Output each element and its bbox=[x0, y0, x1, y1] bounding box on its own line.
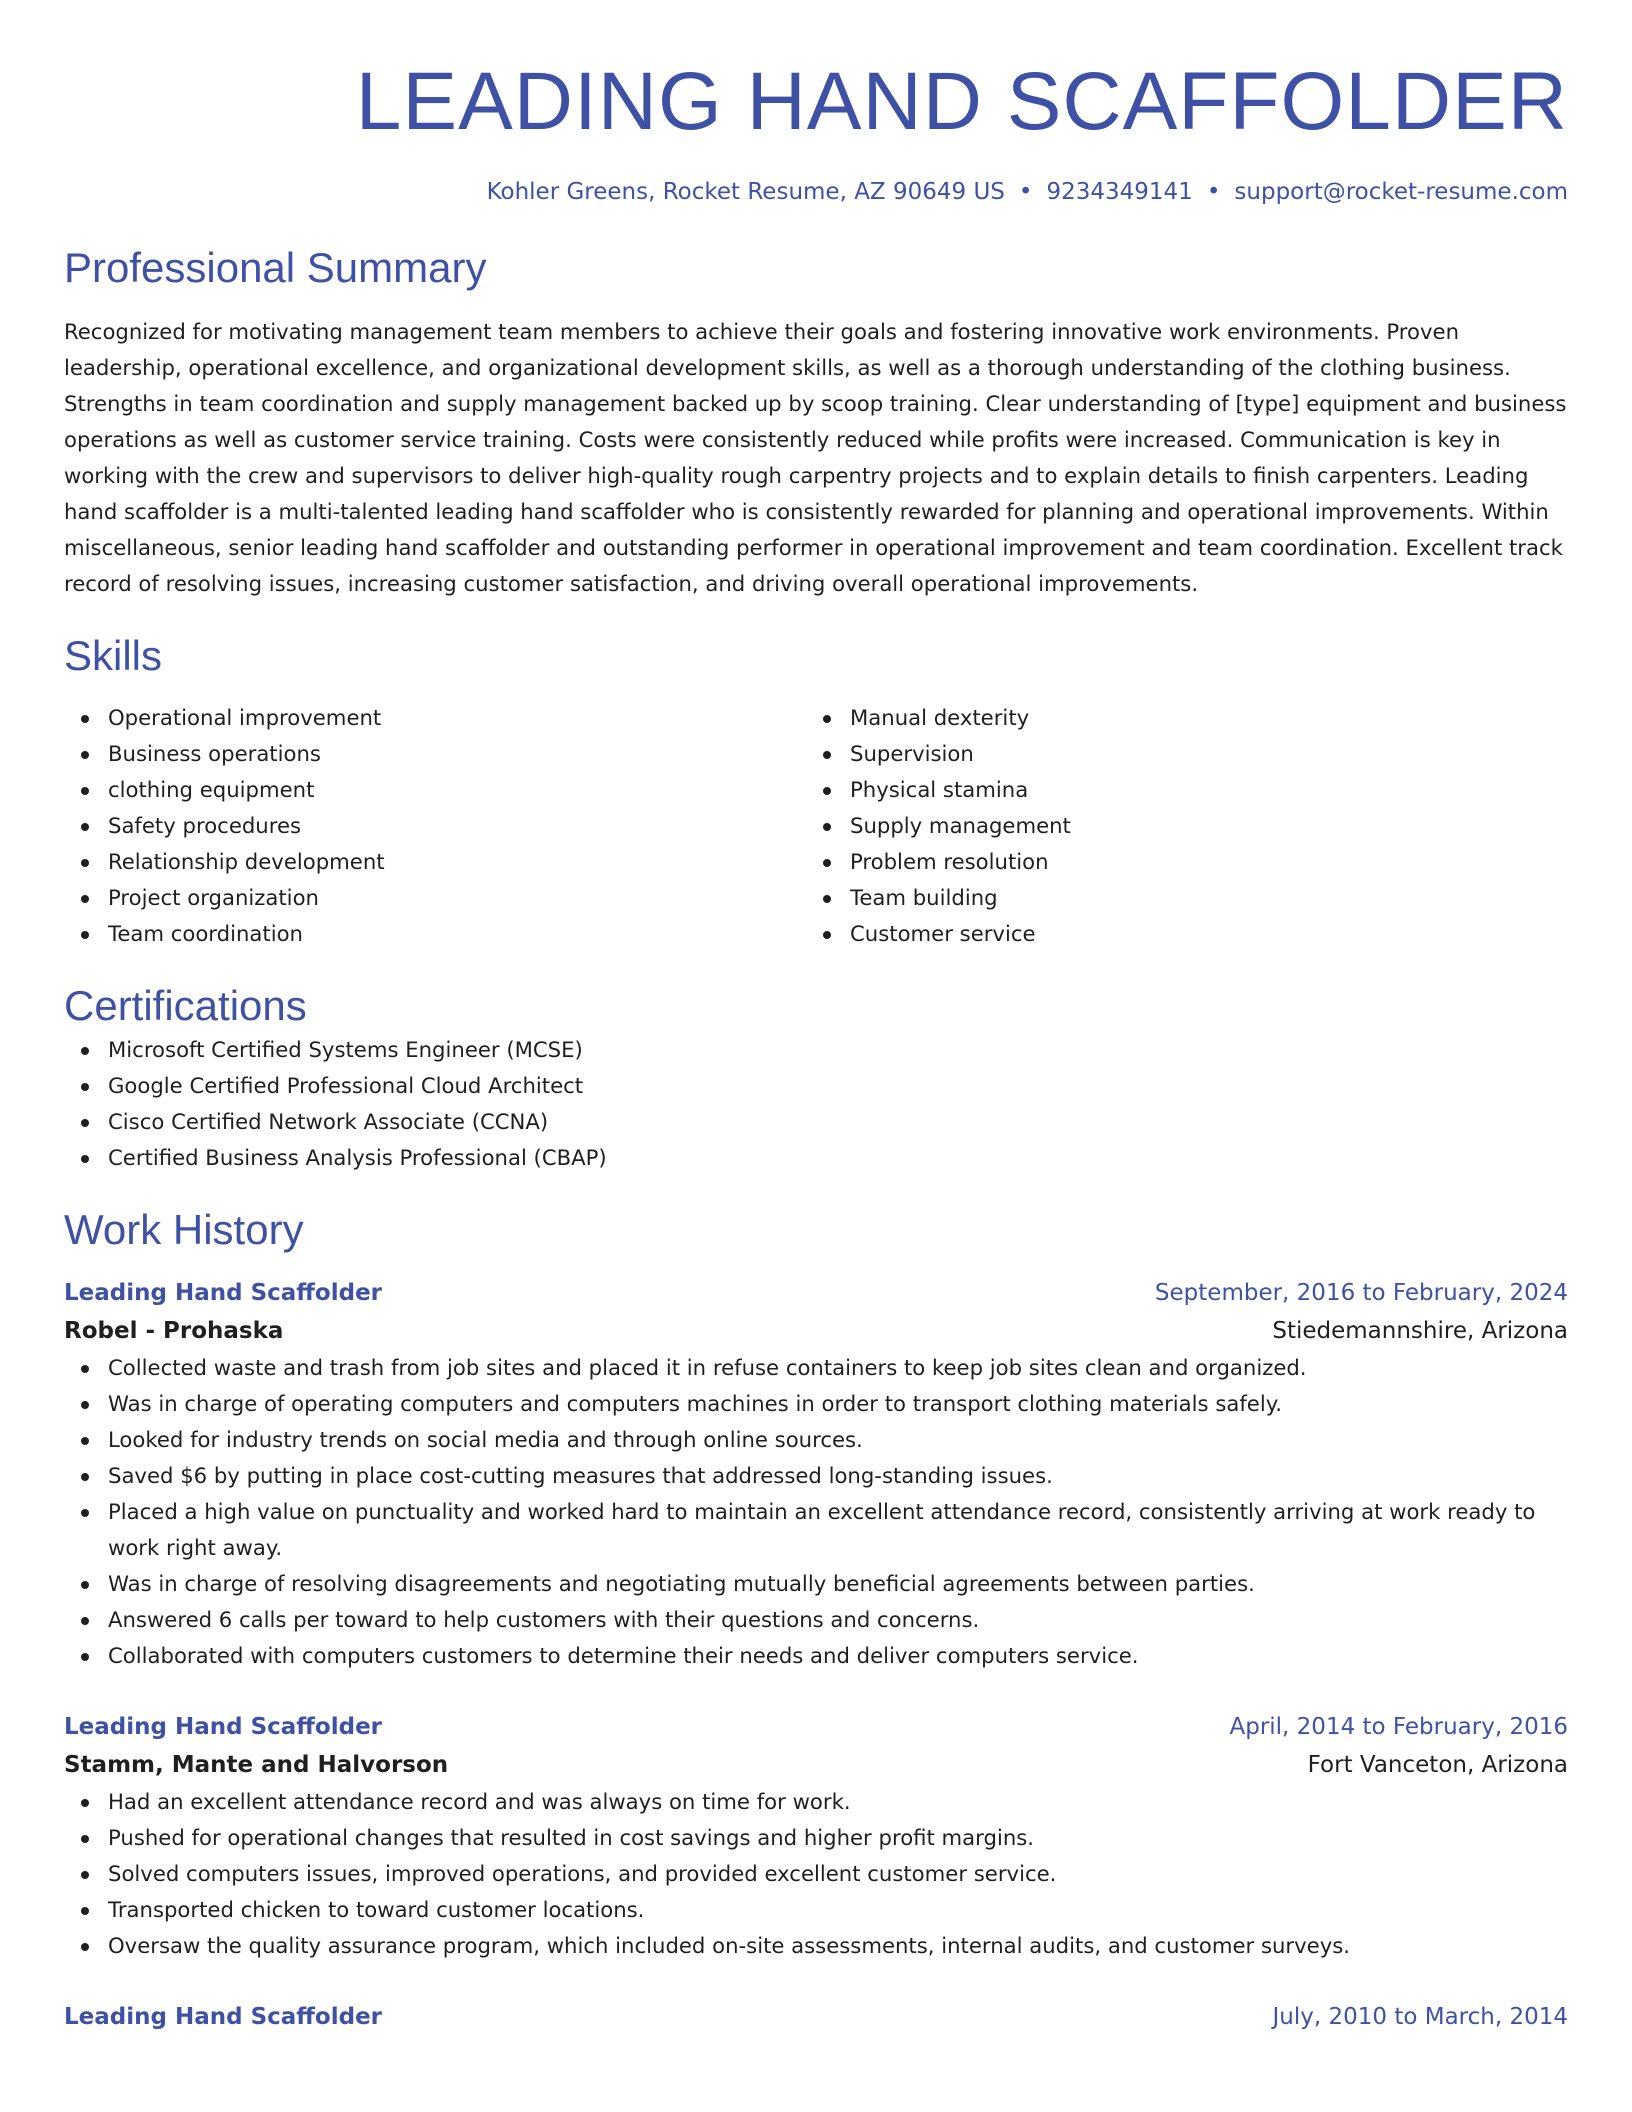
job-entry bbox=[64, 1998, 1568, 2036]
skill-item bbox=[806, 700, 1548, 736]
job-bullet-text: Solved computers issues, improved operations, and provided excellent customer service. bbox=[108, 1861, 1057, 1886]
bullet-icon bbox=[823, 931, 831, 939]
skill-label: Relationship development bbox=[108, 849, 385, 874]
skill-label: Team coordination bbox=[108, 921, 303, 946]
bullet-icon bbox=[81, 1871, 89, 1879]
skill-label: Customer service bbox=[850, 921, 1036, 946]
job-bullet bbox=[64, 1784, 1568, 1820]
contact-line bbox=[64, 176, 1568, 208]
bullet-icon bbox=[81, 859, 89, 867]
skill-item bbox=[64, 916, 806, 952]
certification-label: Certified Business Analysis Professional (CBAP) bbox=[108, 1145, 607, 1170]
skill-item bbox=[806, 808, 1548, 844]
bullet-icon bbox=[823, 895, 831, 903]
job-bullet bbox=[64, 1422, 1568, 1458]
job-bullet-text: Had an excellent attendance record and was always on time for work. bbox=[108, 1789, 851, 1814]
contact-address: Kohler Greens, Rocket Resume, AZ 90649 US bbox=[486, 179, 1005, 205]
job-bullet-text: Collaborated with computers customers to determine their needs and deliver computers service. bbox=[108, 1643, 1139, 1668]
job-header-row bbox=[64, 1998, 1568, 2036]
job-entry bbox=[64, 1708, 1568, 1964]
skills-section bbox=[64, 630, 1568, 952]
bullet-icon bbox=[81, 1401, 89, 1409]
job-bullet bbox=[64, 1602, 1568, 1638]
bullet-icon bbox=[823, 859, 831, 867]
job-entry bbox=[64, 1274, 1568, 1674]
bullet-icon bbox=[81, 1799, 89, 1807]
skill-item bbox=[806, 880, 1548, 916]
job-location: Stiedemannshire, Arizona bbox=[1272, 1318, 1568, 1344]
job-title: Leading Hand Scaffolder bbox=[64, 1714, 383, 1740]
bullet-icon bbox=[81, 1617, 89, 1625]
bullet-icon bbox=[81, 1155, 89, 1163]
resume-page bbox=[64, 0, 1568, 2036]
job-bullet-text: Placed a high value on punctuality and worked hard to maintain an excellent attendance record, consistently arriving at work ready to work right away. bbox=[108, 1499, 1536, 1560]
job-bullet-text: Saved $6 by putting in place cost-cutting measures that addressed long-standing issues. bbox=[108, 1463, 1053, 1488]
skill-item bbox=[806, 916, 1548, 952]
bullet-icon bbox=[823, 787, 831, 795]
job-bullet bbox=[64, 1494, 1568, 1566]
bullet-icon bbox=[81, 1437, 89, 1445]
certifications-list bbox=[64, 1032, 1568, 1176]
certifications-section bbox=[64, 980, 1568, 1176]
job-company: Stamm, Mante and Halvorson bbox=[64, 1752, 449, 1778]
skill-label: Operational improvement bbox=[108, 705, 382, 730]
job-company-row bbox=[64, 1312, 1568, 1350]
contact-email[interactable]: support@rocket-resume.com bbox=[1234, 179, 1568, 205]
skill-label: clothing equipment bbox=[108, 777, 315, 802]
certification-label: Microsoft Certified Systems Engineer (MCSE) bbox=[108, 1037, 583, 1062]
job-bullet-text: Was in charge of operating computers and computers machines in order to transport clothing materials safely. bbox=[108, 1391, 1282, 1416]
skill-label: Physical stamina bbox=[850, 777, 1029, 802]
bullet-icon bbox=[81, 751, 89, 759]
skill-label: Supply management bbox=[850, 813, 1071, 838]
bullet-icon bbox=[81, 1473, 89, 1481]
skill-item bbox=[64, 844, 806, 880]
job-location: Fort Vanceton, Arizona bbox=[1307, 1752, 1568, 1778]
skill-item bbox=[64, 808, 806, 844]
bullet-icon bbox=[823, 823, 831, 831]
bullet-icon bbox=[823, 751, 831, 759]
job-bullet bbox=[64, 1458, 1568, 1494]
bullet-icon bbox=[81, 1907, 89, 1915]
bullet-icon bbox=[81, 1943, 89, 1951]
skills-list-right bbox=[806, 700, 1548, 952]
job-bullet bbox=[64, 1856, 1568, 1892]
bullet-icon bbox=[81, 1083, 89, 1091]
bullet-icon bbox=[81, 787, 89, 795]
skill-item bbox=[806, 772, 1548, 808]
certification-item bbox=[64, 1032, 1568, 1068]
certification-item bbox=[64, 1104, 1568, 1140]
bullet-icon bbox=[823, 715, 831, 723]
skill-item bbox=[64, 736, 806, 772]
bullet-icon bbox=[81, 931, 89, 939]
job-bullet bbox=[64, 1820, 1568, 1856]
job-dates: July, 2010 to March, 2014 bbox=[1272, 2004, 1568, 2030]
certifications-heading: Certifications bbox=[64, 982, 307, 1029]
job-bullet-text: Answered 6 calls per toward to help customers with their questions and concerns. bbox=[108, 1607, 980, 1632]
job-bullet-text: Transported chicken to toward customer locations. bbox=[108, 1897, 645, 1922]
certification-item bbox=[64, 1068, 1568, 1104]
bullet-icon bbox=[81, 715, 89, 723]
job-bullet bbox=[64, 1566, 1568, 1602]
skills-columns bbox=[64, 700, 1568, 952]
job-bullet-text: Oversaw the quality assurance program, which included on-site assessments, internal audits, and customer surveys. bbox=[108, 1933, 1351, 1958]
job-header-row bbox=[64, 1708, 1568, 1746]
skill-label: Business operations bbox=[108, 741, 321, 766]
work-history-section bbox=[64, 1204, 1568, 2036]
job-company: Robel - Prohaska bbox=[64, 1318, 284, 1344]
summary-text: Recognized for motivating management team members to achieve their goals and fostering innovative work environments. Proven leadership, operational excellence, and organizational development skills, as well as a thorough understanding of the clothing business. Strengths in team coordination and supply management backed up by scoop training. Clear understanding of [type] equipment and business operations as well as customer service training. Costs were consistently reduced while profits were increased. Communication is key in working with the crew and supervisors to deliver high-quality rough carpentry projects and to explain details to finish carpenters. Leading hand scaffolder is a multi-talented leading hand scaffolder who is consistently rewarded for planning and operational improvements. Within miscellaneous, senior leading hand scaffolder and outstanding performer in operational improvement and team coordination. Excellent track record of resolving issues, increasing customer satisfaction, and driving overall operational improvements. bbox=[64, 319, 1567, 596]
job-bullet-text: Looked for industry trends on social media and through online sources. bbox=[108, 1427, 863, 1452]
skill-item bbox=[64, 880, 806, 916]
job-dates: September, 2016 to February, 2024 bbox=[1154, 1280, 1568, 1306]
job-bullet bbox=[64, 1928, 1568, 1964]
skill-item bbox=[806, 736, 1548, 772]
skill-item bbox=[64, 772, 806, 808]
skill-item bbox=[806, 844, 1548, 880]
bullet-icon bbox=[81, 1581, 89, 1589]
skill-label: Project organization bbox=[108, 885, 319, 910]
bullet-icon bbox=[81, 895, 89, 903]
summary-heading: Professional Summary bbox=[64, 244, 487, 291]
job-bullet bbox=[64, 1638, 1568, 1674]
bullet-icon bbox=[81, 1835, 89, 1843]
bullet-icon bbox=[81, 1365, 89, 1373]
job-bullet-text: Pushed for operational changes that resulted in cost savings and higher profit margins. bbox=[108, 1825, 1035, 1850]
job-title: Leading Hand Scaffolder bbox=[64, 1280, 383, 1306]
skills-list-left bbox=[64, 700, 806, 952]
certification-label: Google Certified Professional Cloud Architect bbox=[108, 1073, 584, 1098]
skill-label: Manual dexterity bbox=[850, 705, 1030, 730]
work-history-heading: Work History bbox=[64, 1206, 304, 1253]
job-bullet-list bbox=[64, 1784, 1568, 1964]
job-bullet bbox=[64, 1350, 1568, 1386]
job-title: Leading Hand Scaffolder bbox=[64, 2004, 383, 2030]
contact-phone: 9234349141 bbox=[1046, 179, 1193, 205]
skill-label: Safety procedures bbox=[108, 813, 302, 838]
skill-label: Team building bbox=[850, 885, 998, 910]
contact-separator: • bbox=[1018, 179, 1033, 205]
bullet-icon bbox=[81, 1653, 89, 1661]
skill-item bbox=[64, 700, 806, 736]
resume-name: LEADING HAND SCAFFOLDER bbox=[355, 56, 1568, 147]
bullet-icon bbox=[81, 1509, 89, 1517]
skill-label: Supervision bbox=[850, 741, 974, 766]
job-bullet bbox=[64, 1892, 1568, 1928]
skill-label: Problem resolution bbox=[850, 849, 1049, 874]
job-header-row bbox=[64, 1274, 1568, 1312]
bullet-icon bbox=[81, 1047, 89, 1055]
certification-label: Cisco Certified Network Associate (CCNA) bbox=[108, 1109, 549, 1134]
job-bullet-list bbox=[64, 1350, 1568, 1674]
job-company-row bbox=[64, 1746, 1568, 1784]
job-bullet-text: Was in charge of resolving disagreements and negotiating mutually beneficial agreements between parties. bbox=[108, 1571, 1255, 1596]
bullet-icon bbox=[81, 823, 89, 831]
contact-separator: • bbox=[1206, 179, 1221, 205]
skills-column-right bbox=[806, 700, 1548, 952]
job-dates: April, 2014 to February, 2016 bbox=[1229, 1714, 1568, 1740]
skills-column-left bbox=[64, 700, 806, 952]
certification-item bbox=[64, 1140, 1568, 1176]
job-bullet-text: Collected waste and trash from job sites and placed it in refuse containers to keep job sites clean and organized. bbox=[108, 1355, 1307, 1380]
job-bullet bbox=[64, 1386, 1568, 1422]
bullet-icon bbox=[81, 1119, 89, 1127]
skills-heading: Skills bbox=[64, 632, 163, 679]
summary-section bbox=[64, 242, 1568, 602]
